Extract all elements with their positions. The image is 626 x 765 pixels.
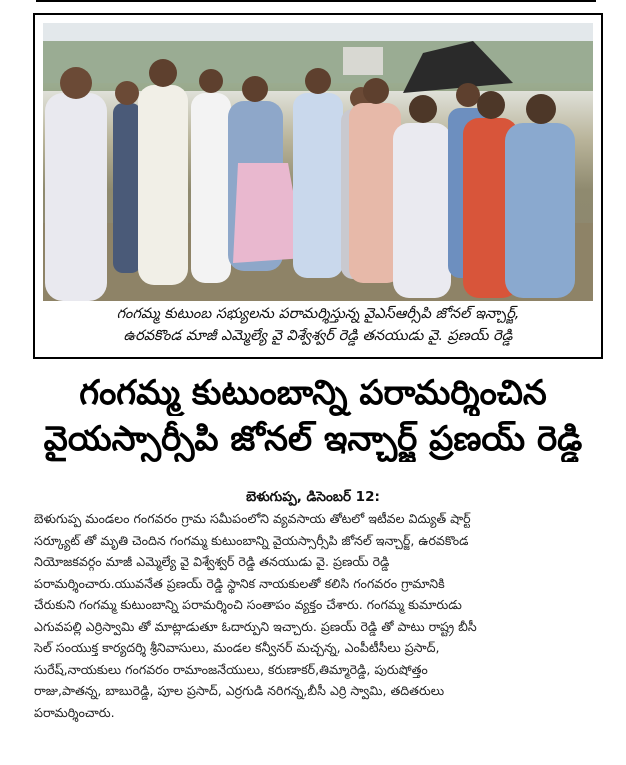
- group-photo-illustration: [43, 23, 593, 301]
- article-line: సర్క్యూట్ తో మృతి చెందిన గంగమ్మ కుటుంబాన్ని వైయస్సార్సీపి జోనల్ ఇన్చార్జ్, ఉరవకొండ: [34, 532, 469, 548]
- article-line: పరామర్శించారు.యువనేత ప్రణయ్ రెడ్డి స్థానిక నాయకులతో కలిసి గంగవరం గ్రామానికి: [34, 575, 445, 591]
- article-line: సురేష్,నాయకులు గంగవరం రామాంజనేయులు, కరుణాకర్,తిమ్మారెడ్డి, పురుషోత్తం: [34, 661, 428, 677]
- article-line: రాజు,పాతన్న, బాబురెడ్డి, పూల ప్రసాద్, ఎర్రగుడి నరిగన్న,బీసీ ఎర్రి స్వామి, తదితరులు: [34, 683, 445, 698]
- article-line: బెళుగుప్ప మండలం గంగవరం గ్రామ సమీపంలోని వ్యవసాయ తోటలో ఇటీవల విద్యుత్ షార్ట్: [34, 511, 471, 526]
- article-line: ఎగువపల్లి ఎర్రిస్వామి తో మాట్లాడుతూ ఓదార్పుని ఇచ్చారు. ప్రణయ్ రెడ్డి తో పాటు రాష్ట్ర బీసీ: [34, 618, 477, 634]
- article-line: సెల్ సంయుక్త కార్యదర్శి శ్రీనివాసులు, మండల కన్వీనర్ మచ్చన్న, ఎంపీటీసీలు ప్రసాద్,: [34, 640, 440, 655]
- caption-line-2: ఉరవకొండ మాజీ ఎమ్మెల్యే వై విశ్వేశ్వర్ రెడ్డి తనయుడు వై. ప్రణయ్ రెడ్డి: [123, 328, 513, 344]
- article-line: చేరుకుని గంగమ్మ కుటుంబాన్ని పరామర్శించి సంతాపం వ్యక్తం చేశారు. గంగమ్మ కుమారుడు: [34, 597, 462, 612]
- top-rule: [36, 0, 596, 2]
- photo-frame: [33, 13, 603, 359]
- headline-line-1: గంగమ్మ కుటుంబాన్ని పరామర్శించిన: [79, 373, 547, 413]
- group-photo: [43, 23, 593, 301]
- photo-caption: [45, 303, 591, 347]
- dateline: బెళుగుప్ప, డిసెంబర్ 12:: [246, 489, 380, 505]
- article-line: నియోజకవర్గం మాజీ ఎమ్మెల్యే వై విశ్వేశ్వర్ రెడ్డి తనయుడు వై. ప్రణయ్ రెడ్డి: [34, 554, 390, 569]
- headline-line-2: వైయస్సార్సీపి జోనల్ ఇన్చార్జ్ ప్రణయ్ రెడ్డి: [43, 419, 583, 459]
- article-line: పరామర్శించారు.: [34, 704, 115, 720]
- headline: [20, 370, 606, 462]
- caption-line-1: గంగమ్మ కుటుంబ సభ్యులను పరామర్శిస్తున్న వైఎస్ఆర్సీపి జోనల్ ఇన్చార్జ్,: [116, 306, 520, 322]
- article-body: [34, 508, 606, 723]
